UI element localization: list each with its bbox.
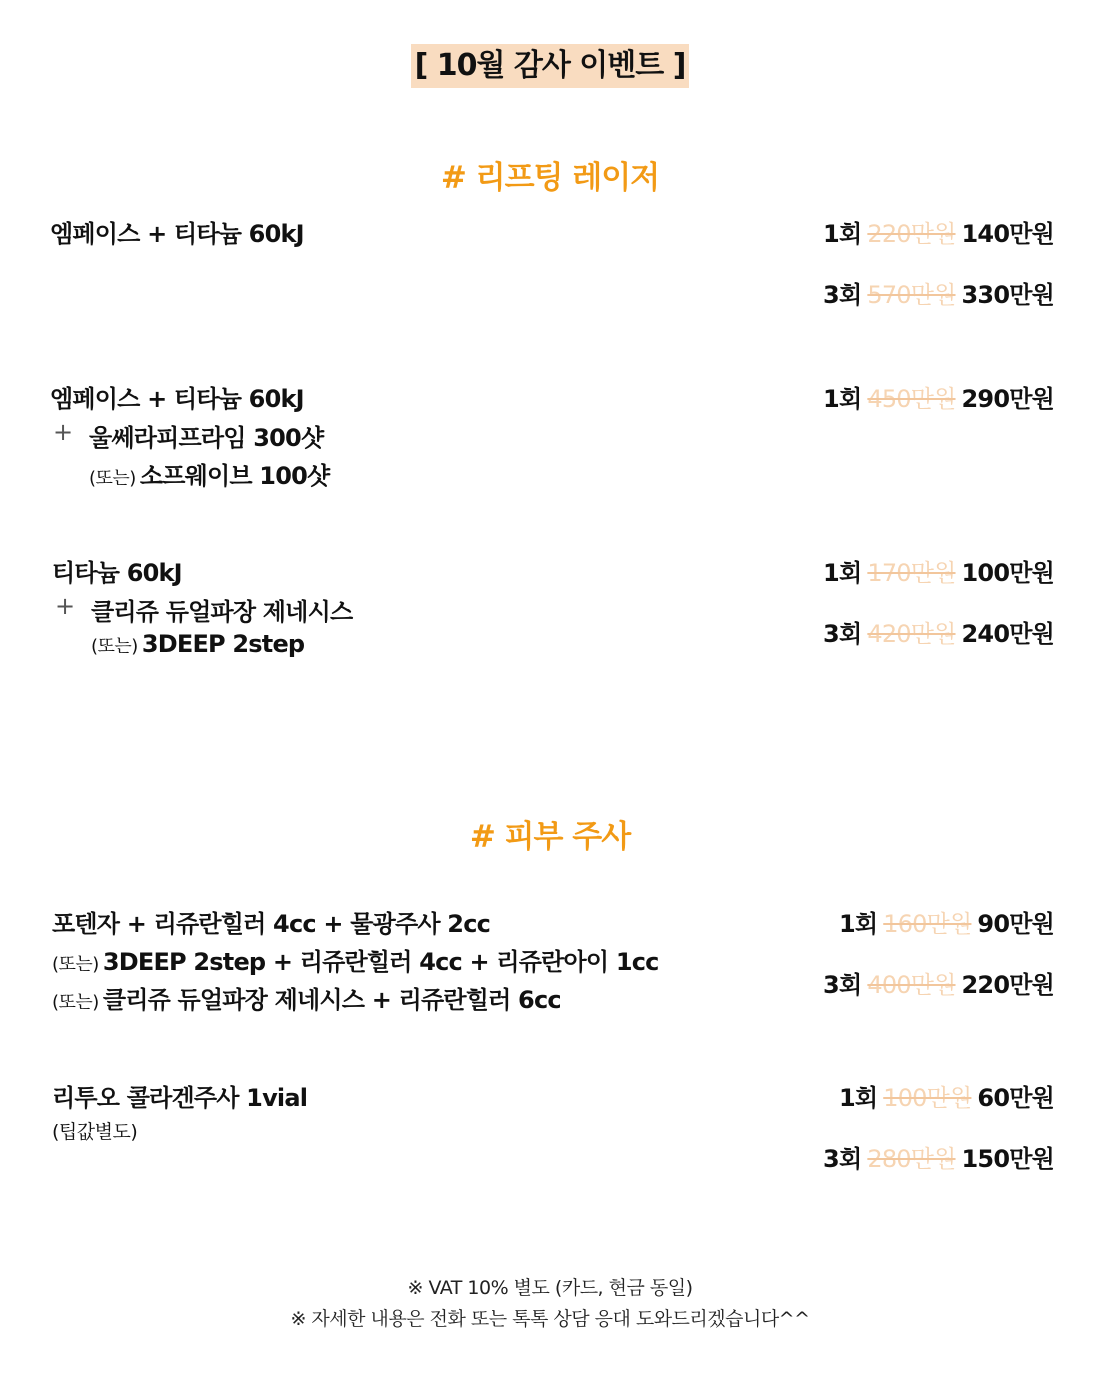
alt-label: (또는) bbox=[91, 636, 138, 657]
new-price: 290만원 bbox=[961, 385, 1054, 413]
new-price: 60만원 bbox=[977, 1084, 1054, 1112]
old-price: 450만원 bbox=[867, 385, 956, 413]
alt-label: (또는) bbox=[89, 468, 136, 489]
price-count: 3회 bbox=[823, 620, 862, 648]
alt-label: (또는) bbox=[52, 954, 99, 975]
price-row bbox=[823, 214, 1054, 249]
price-row bbox=[823, 553, 1054, 588]
item-sub: 3DEEP 2step + 리쥬란힐러 4cc + 리쥬란아이 1cc bbox=[102, 948, 659, 976]
new-price: 240만원 bbox=[961, 620, 1054, 648]
price-row bbox=[823, 1139, 1054, 1174]
old-price: 420만원 bbox=[867, 620, 956, 648]
item-sub: 울쎄라피프라임 300샷 bbox=[89, 424, 324, 452]
old-price: 280만원 bbox=[867, 1145, 956, 1173]
new-price: 90만원 bbox=[977, 910, 1054, 938]
item-name: 포텐자 + 리쥬란힐러 4cc + 물광주사 2cc bbox=[52, 910, 491, 938]
price-count: 1회 bbox=[823, 385, 862, 413]
price-count: 1회 bbox=[838, 1084, 878, 1112]
price-row bbox=[823, 379, 1054, 414]
new-price: 220만원 bbox=[961, 971, 1054, 999]
price-count: 1회 bbox=[823, 559, 862, 587]
plus-sign: + bbox=[53, 418, 74, 446]
price-count: 3회 bbox=[823, 971, 862, 999]
section-title-lifting: # 리프팅 레이저 bbox=[440, 160, 660, 196]
item-alt-line bbox=[91, 630, 304, 658]
price-count: 1회 bbox=[838, 910, 878, 938]
new-price: 150만원 bbox=[961, 1145, 1054, 1173]
item-alt-line bbox=[52, 942, 659, 977]
old-price: 570만원 bbox=[867, 281, 956, 309]
item-alt-line bbox=[52, 980, 561, 1015]
new-price: 330만원 bbox=[961, 281, 1054, 309]
item-sub: 클리쥬 듀얼파장 제네시스 + 리쥬란힐러 6cc bbox=[102, 986, 561, 1014]
item-name: 엠페이스 + 티타늄 60kJ bbox=[50, 220, 304, 248]
plus-sign: + bbox=[55, 592, 76, 620]
item-alt-line bbox=[89, 456, 329, 491]
footer-contact-note: ※ 자세한 내용은 전화 또는 톡톡 상담 응대 도와드리겠습니다^^ bbox=[290, 1308, 810, 1330]
item-name: 티타늄 60kJ bbox=[52, 559, 182, 587]
footer-vat-note: ※ VAT 10% 별도 (카드, 현금 동일) bbox=[407, 1277, 693, 1299]
price-row bbox=[823, 614, 1054, 649]
old-price: 160만원 bbox=[883, 910, 972, 938]
price-row bbox=[823, 275, 1054, 310]
old-price: 400만원 bbox=[867, 971, 956, 999]
price-row bbox=[823, 965, 1054, 1000]
old-price: 100만원 bbox=[883, 1084, 972, 1112]
price-count: 3회 bbox=[823, 1145, 862, 1173]
item-sub: 3DEEP 2step bbox=[141, 630, 305, 658]
item-note: (팁값별도) bbox=[52, 1121, 138, 1143]
item-name: 엠페이스 + 티타늄 60kJ bbox=[50, 385, 304, 413]
old-price: 170만원 bbox=[867, 559, 956, 587]
section-title-skin-injection: # 피부 주사 bbox=[469, 819, 631, 855]
old-price: 220만원 bbox=[867, 220, 956, 248]
item-sub: 소프웨이브 100샷 bbox=[139, 462, 330, 490]
new-price: 100만원 bbox=[961, 559, 1054, 587]
item-name: 리투오 콜라겐주사 1vial bbox=[52, 1084, 308, 1112]
alt-label: (또는) bbox=[52, 992, 99, 1013]
price-count: 1회 bbox=[823, 220, 862, 248]
price-count: 3회 bbox=[823, 281, 862, 309]
new-price: 140만원 bbox=[961, 220, 1054, 248]
page-title-wrap bbox=[0, 44, 1100, 88]
price-row bbox=[839, 904, 1054, 939]
price-row bbox=[839, 1078, 1054, 1113]
item-sub: 클리쥬 듀얼파장 제네시스 bbox=[91, 598, 353, 626]
page-title: [ 10월 감사 이벤트 ] bbox=[411, 44, 690, 88]
